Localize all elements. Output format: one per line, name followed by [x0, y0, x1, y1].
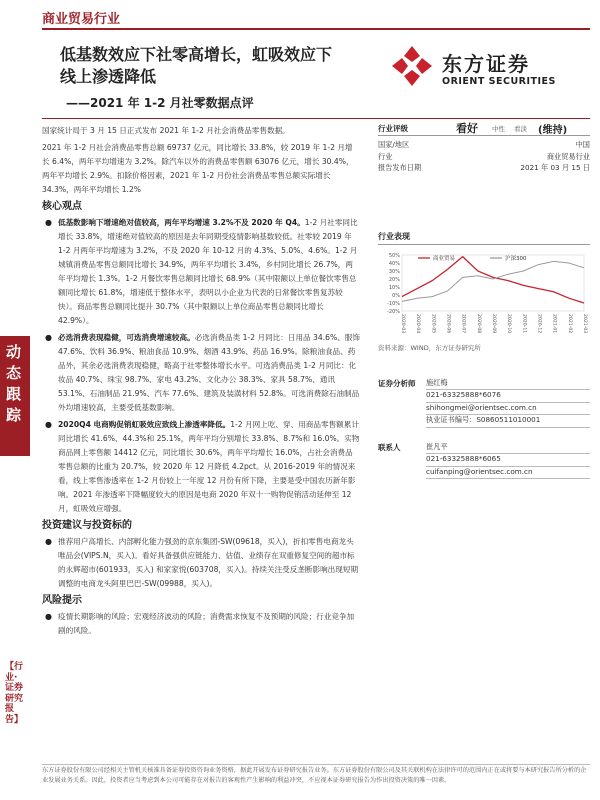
contact-label: 联系人 — [378, 442, 401, 452]
chart-frame — [402, 255, 584, 311]
invest-point — [42, 535, 360, 591]
x-tick-label: 2020-05 — [430, 313, 436, 333]
info-key: 行业 — [378, 151, 393, 161]
report-subtitle: ——2021 年 1-2 月社零数据点评 — [66, 96, 254, 110]
rating-neutral: 中性 — [492, 125, 505, 133]
sidebar-tag — [0, 336, 30, 456]
bullet-icon: ● — [45, 537, 52, 546]
bullet-icon: ● — [45, 333, 52, 342]
sidebar-bottom-label: 【行业·证券研究报告】 — [5, 662, 24, 725]
core-heading: 核心观点 — [42, 201, 82, 212]
y-tick-label: 10% — [388, 284, 400, 291]
x-tick-label: 2020-08 — [475, 313, 481, 333]
y-tick-label: 0% — [392, 292, 400, 299]
chart-source: 资料来源：WIND，东方证券研究所 — [378, 343, 481, 352]
core-point-body: 1-2 月网上吃、穿、用商品零售额累计同比增长 41.6%、44.3%和 25.1%，两年平均分别增长 33.8%、8.7%和 16.0%。实物商品网上零售额 14412 亿元，同比增长 30.6%，两年平均增长 16.0%，占社会消费品零售总额的比重为 20.7%，较 2020 年 12 月降低 4.2pct。从 2016-2019 年的情况来看，线上零售渗透率在 1-2 月份较上一年度 12 月份有所下降，主要是受中国农历新年影响。2021 年渗透率下降幅度较大的原因是电商 2020 年双十一购物促销活动延伸至 12 月，虹吸效应增强。 — [58, 420, 360, 513]
x-tick-label: 2020-11 — [521, 313, 527, 333]
x-tick-label: 2021-01 — [551, 313, 557, 333]
core-point — [42, 418, 360, 516]
analyst-lines — [426, 378, 590, 428]
bullet-icon: ● — [45, 218, 52, 227]
info-value: 商业贸易行业 — [546, 151, 590, 161]
main-column — [42, 124, 360, 641]
y-tick-label: 40% — [388, 260, 400, 267]
x-tick-label: 2020-10 — [506, 313, 512, 333]
info-key: 国家/地区 — [378, 140, 410, 149]
legend-label: 沪深300 — [505, 255, 527, 262]
industry-label: 商业贸易行业 — [42, 12, 121, 27]
rating-row — [378, 120, 590, 136]
x-tick-label: 2021-02 — [566, 313, 572, 333]
industry-performance-chart — [378, 249, 590, 339]
contact-lines — [426, 442, 590, 480]
core-point-body: 1-2 月社零同比增长 33.8%，增速绝对值较高的原因是去年同期受疫情影响基数较低。社零较 2019 年 1-2 月两年平均增速为 3.2%，不及 2020 年 10-12 月的 4.3%、5.0%、4.6%。1-2 月城镇消费品零售总额同比增长 34.9%，两年平均增长 3.4%，乡村同比增长 26.7%，两年平均增长 1.3%。1-2 月餐饮零售总额同比增长 68.9%（其中限额以上单位餐饮零售总额同比增长 61.8%，增速低于整体水平，表明以小企业为代表的日常餐饮零售复苏较快）。商品零售总额同比提升 30.7%（其中限额以上单位商品零售总额同比增长 42.9%）。 — [58, 218, 358, 325]
industry-performance-svg — [378, 249, 590, 339]
analyst-license: 执业证书编号：S0860511010001 — [426, 415, 590, 428]
title-rule — [42, 118, 590, 119]
core-point — [42, 331, 360, 415]
analyst-block — [378, 378, 590, 432]
x-tick-label: 2020-09 — [491, 313, 496, 333]
rating-negative: 看淡 — [514, 125, 527, 133]
right-column — [378, 120, 590, 484]
analyst-email[interactable]: shihongmei@orientsec.com.cn — [426, 403, 590, 416]
title-line-1: 低基数效应下社零高增长，虹吸效应下 — [60, 45, 333, 64]
core-point-body: 必选消费品类 1-2 月同比：日用品 34.6%、服饰 47.6%、饮料 36.9%、粮油食品 10.9%、烟酒 43.9%、药品 16.9%。除粮油食品、药品外，其余必选消费表现稳健，略高于社零整体增长水平。可选消费品类 1-2 月同比：化妆品 40.7%、珠宝 98.7%、家电 43.2%、文化办公 38.3%、家具 58.7%、通讯 53.1%、石油制品 21.9%、汽车 77.6%、建筑及装潢材料 52.8%。可选消费除石油制品外均增速较高，主要受低基数影响。 — [58, 333, 360, 412]
y-tick-label: 30% — [388, 268, 400, 275]
info-value: 2021 年 03 月 15 日 — [520, 163, 590, 172]
company-logo — [390, 42, 570, 102]
series-line — [402, 261, 584, 301]
info-key: 报告发布日期 — [378, 163, 422, 172]
x-tick-label: 2021-03 — [582, 313, 587, 333]
contact-email[interactable]: cuifanping@orientsec.com.cn — [426, 467, 590, 480]
rating-value: 看好 — [456, 122, 478, 135]
info-row — [378, 163, 590, 175]
sidebar-label: 动态跟踪 — [6, 343, 22, 424]
analyst-label: 证券分析师 — [378, 378, 416, 388]
title-line-2: 线上渗透降低 — [60, 67, 157, 86]
info-value: 中国 — [575, 140, 590, 149]
rating-label: 行业评级 — [378, 124, 408, 133]
series-line — [402, 256, 584, 302]
intro-paragraph: 国家统计局于 3 月 15 日正式发布 2021 年 1-2 月社会消费品零售数据。 — [42, 126, 290, 135]
y-tick-label: -10% — [387, 300, 400, 307]
invest-heading: 投资建议与投资标的 — [42, 520, 132, 531]
bullet-icon: ● — [45, 612, 52, 621]
footer-rule — [42, 764, 590, 765]
invest-point-text: 推荐用户高增长、内部孵化能力强劲的京东集团-SW(09618，买入)，折扣零售电商龙头唯品会(VIPS.N，买入)。看好具备强供应链能力、估值、业绩存在双重修复空间的超市标的永辉超市(601933，买入) 和家家悦(603708，买入)。持续关注受反垄断影响出现短期调整的电商龙头阿里巴巴-SW(09988，买入)。 — [58, 537, 359, 588]
legend-label: 商业贸易 — [433, 255, 456, 262]
analyst-name: 施红梅 — [426, 378, 590, 391]
logo-chinese-name: 东方证券 — [442, 52, 530, 76]
risk-point — [42, 610, 360, 638]
x-tick-label: 2020-04 — [415, 313, 421, 333]
logo-mark-icon — [390, 44, 434, 88]
x-tick-label: 2020-06 — [445, 313, 451, 333]
core-point-lead: 必选消费表现稳健，可选消费增速较高。 — [58, 333, 195, 342]
contact-phone: 021-63325888*6065 — [426, 454, 590, 467]
bullet-icon: ● — [45, 420, 52, 429]
header-rule — [42, 28, 590, 30]
contact-block — [378, 442, 590, 484]
y-tick-label: -20% — [387, 308, 400, 315]
x-tick-label: 2020-03 — [400, 313, 405, 333]
rating-status: (维持) — [538, 125, 568, 136]
x-tick-label: 2020-07 — [460, 313, 466, 333]
x-tick-label: 2020-12 — [536, 313, 542, 333]
disclaimer-footer: 东方证券股份有限公司经相关主管机关核准具备证券投资咨询业务资格，据此开展发布证券研究报告业务。东方证券股份有限公司及其关联机构在法律许可的范围内正在或将要与本研究报告所分析的企业发展业务关系。因此，投资者应当考虑到本公司可能存在对报告的客观性产生影响的利益冲突，不应视本证券研究报告为作出投资决策的唯一因素。 — [42, 767, 587, 784]
report-title — [60, 44, 370, 88]
core-point-lead: 低基数影响下增速绝对值较高，两年平均增速 3.2%不及 2020 年 Q4。 — [58, 218, 305, 227]
y-tick-label: 50% — [388, 252, 400, 259]
info-row — [378, 152, 590, 164]
risk-heading: 风险提示 — [42, 595, 82, 606]
risk-point-text: 疫情长期影响的风险；宏观经济波动的风险；消费需求恢复不及预期的风险；行业竞争加剧的风险。 — [58, 612, 355, 635]
contact-name: 崔凡平 — [426, 442, 590, 455]
logo-english-name: ORIENT SECURITIES — [442, 76, 556, 87]
core-point — [42, 216, 360, 328]
core-point-lead: 2020Q4 电商购促销虹吸效应致线上渗透率降低。 — [58, 420, 231, 429]
y-tick-label: 20% — [388, 276, 400, 283]
chart-heading: 行业表现 — [378, 231, 590, 245]
analyst-phone: 021-63325888*6076 — [426, 390, 590, 403]
summary-paragraph: 2021 年 1-2 月社会消费品零售总额 69737 亿元，同比增长 33.8%，较 2019 年 1-2 月增长 6.4%，两年平均增速为 3.2%。除汽车以外的消费品零售额 63076 亿元，增长 30.4%，两年平均增长 2.9%。扣除价格因素，2021 年 1-2 月份社会消费品零售总额实际增长 34.3%，两年平均增长 1.2% — [42, 143, 354, 194]
info-row — [378, 140, 590, 152]
